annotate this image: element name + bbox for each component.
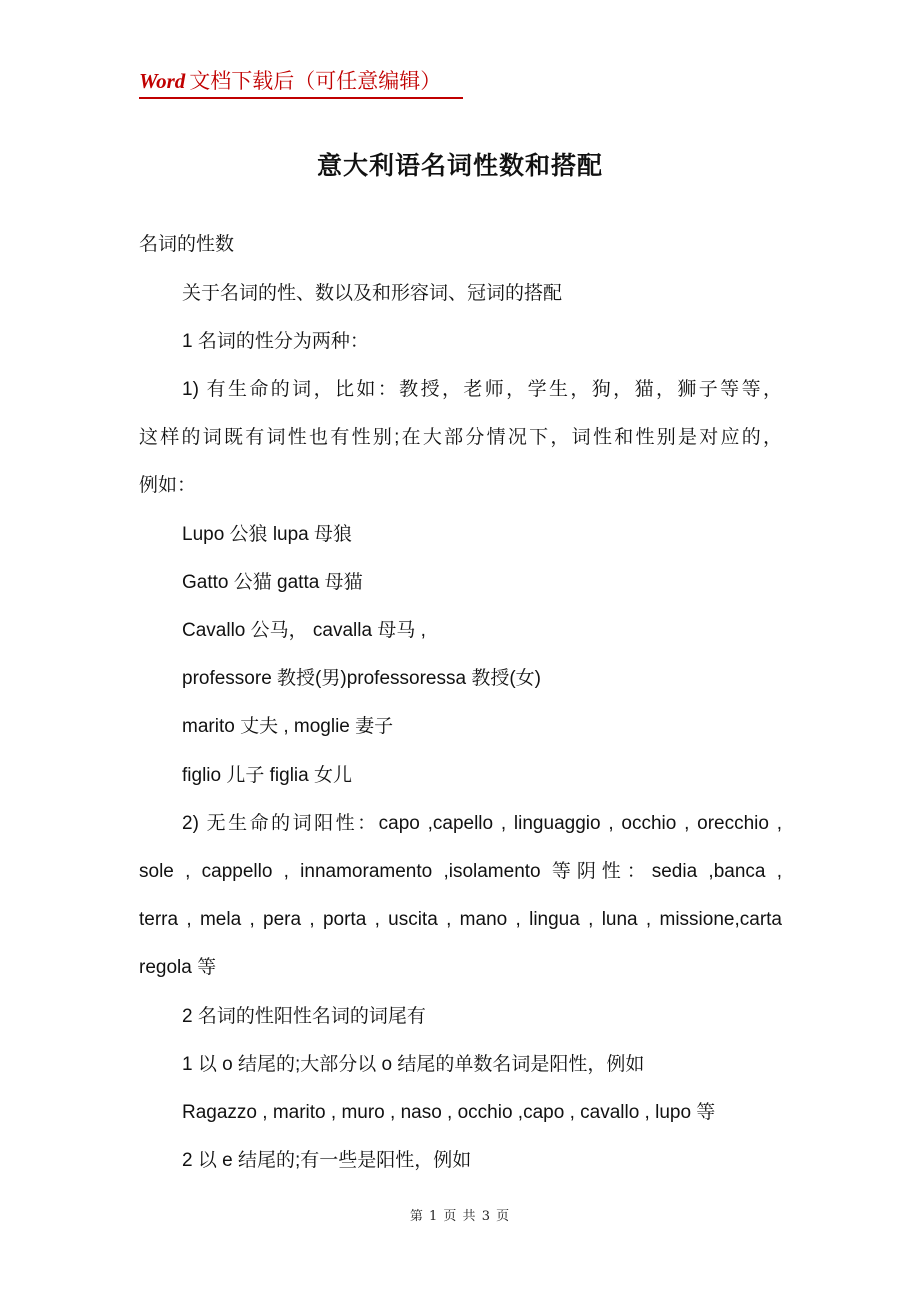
example-line: professore 教授(男)professoressa 教授(女)	[182, 668, 541, 689]
paragraph-line: 2 名词的性阳性名词的词尾有	[182, 1006, 426, 1027]
paragraph-line: 1 名词的性分为两种：	[182, 331, 369, 352]
document-title: 意大利语名词性数和搭配	[316, 151, 603, 180]
paragraph-line: 2) 无生命的词阳性：capo ,capello , linguaggio , occhio , orecchio ,	[182, 813, 782, 834]
example-line: Gatto 公猫 gatta 母猫	[182, 572, 363, 593]
example-line: Lupo 公狼 lupa 母狼	[182, 524, 353, 545]
section-heading: 名词的性数	[139, 234, 235, 255]
paragraph-line: 这样的词既有词性也有性别;在大部分情况下，词性和性别是对应的，	[139, 427, 782, 448]
example-line: figlio 儿子 figlia 女儿	[182, 765, 352, 786]
paragraph-line: 1 以 o 结尾的;大部分以 o 结尾的单数名词是阳性，例如	[182, 1054, 645, 1075]
watermark-text: 文档下载后（可任意编辑）	[189, 69, 442, 93]
example-line: Cavallo 公马， cavalla 母马 ,	[182, 620, 426, 641]
paragraph-line: sole , cappello , innamoramento ,isolamento 等阴性：sedia ,banca ,	[139, 861, 782, 882]
paragraph-line: 例如：	[139, 475, 197, 496]
paragraph-line: 2 以 e 结尾的;有一些是阳性，例如	[182, 1150, 472, 1171]
download-watermark-header[interactable]	[139, 66, 463, 99]
example-line: Ragazzo , marito , muro , naso , occhio ,capo , cavallo , lupo 等	[182, 1102, 716, 1123]
paragraph-line: 关于名词的性、数以及和形容词、冠词的搭配	[182, 283, 563, 304]
page-number-footer: 第 1 页 共 3 页	[409, 1209, 511, 1224]
example-line: marito 丈夫 , moglie 妻子	[182, 716, 394, 737]
paragraph-line: 1) 有生命的词，比如：教授，老师，学生，狗，猫，狮子等等，	[182, 379, 782, 400]
watermark-word: Word	[139, 69, 186, 93]
paragraph-line: regola 等	[139, 957, 217, 978]
paragraph-line: terra , mela , pera , porta , uscita , mano , lingua , luna , missione,carta	[139, 909, 782, 930]
